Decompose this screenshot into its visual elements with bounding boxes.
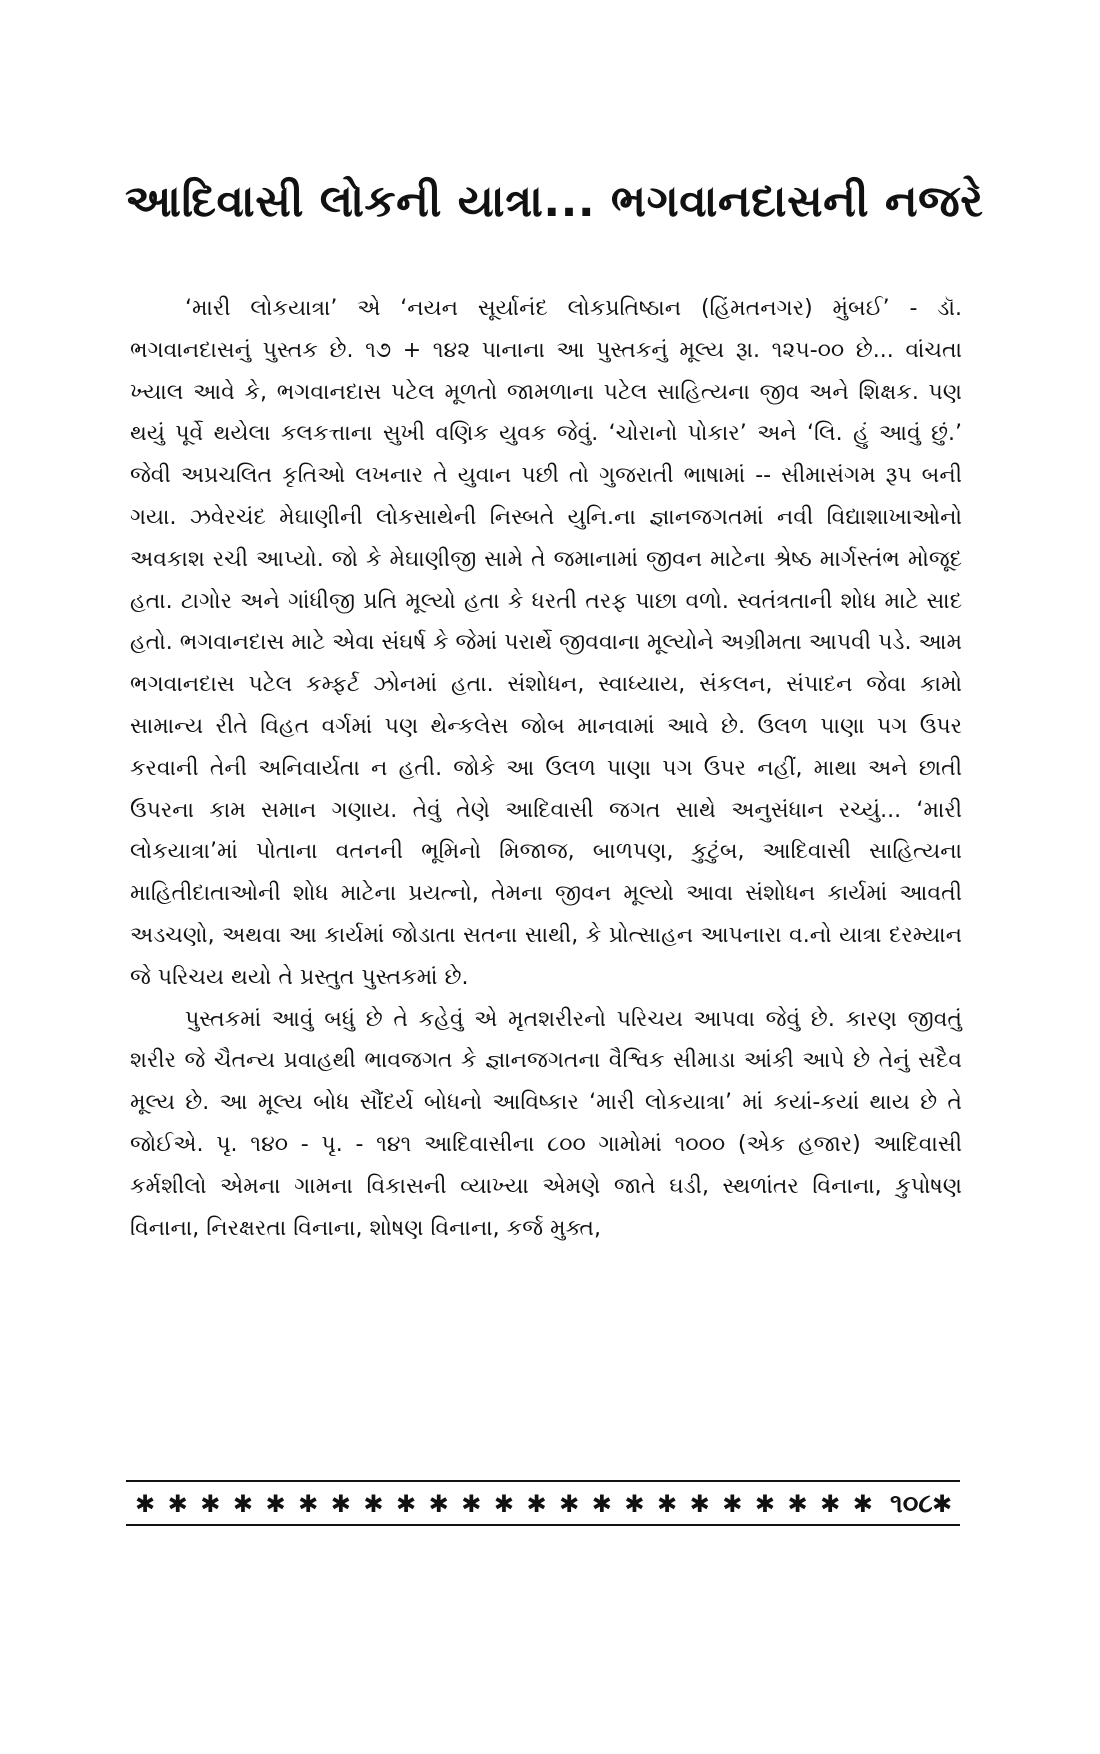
star-icon: ✱ — [722, 1490, 743, 1518]
star-icon: ✱ — [428, 1490, 449, 1518]
footer-rule-top — [126, 1480, 960, 1482]
paragraph-1: ‘મારી લોકયાત્રા’ એ ‘નયન સૂર્યાનંદ લોકપ્રતિષ્ઠાન (હિંમતનગર) મુંબઈ’ - ડૉ. ભગવાનદાસનું પુસ્તક છે. ૧૭ + ૧૪૨ પાનાના આ પુસ્તકનું મૂલ્ય રૂા. ૧૨૫-૦૦ છે... વાંચતા ખ્યાલ આવે કે, ભગવાનદાસ પટેલ મૂળતો જામળાના પટેલ સાહિત્યના જીવ અને શિક્ષક. પણ થયું પૂર્વે થયેલા કલકત્તાના સુખી વણિક યુવક જેવું. ‘ચોરાનો પોકાર’ અને ‘લિ. હું આવું છું.’ જેવી અપ્રચલિત કૃતિઓ લખનાર તે યુવાન પછી તો ગુજરાતી ભાષામાં -- સીમાસંગમ રૂપ બની ગયા. ઝવેરચંદ મેઘાણીની લોકસાથેની નિસ્બતે યુનિ.ના જ્ઞાનજગતમાં નવી વિદ્યાશાખાઓનો અવકાશ રચી આપ્યો. જો કે મેઘાણીજી સામે તે જમાનામાં જીવન માટેના શ્રેષ્ઠ માર્ગસ્તંભ મોજૂદ હતા. ટાગોર અને ગાંધીજી પ્રતિ મૂલ્યો હતા કે ધરતી તરફ પાછા વળો. સ્વતંત્રતાની શોધ માટે સાદ હતો. ભગવાનદાસ માટે એવા સંઘર્ષ કે જેમાં પરાર્થે જીવવાના મૂલ્યોને અગ્રીમતા આપવી પડે. આમ ભગવાનદાસ પટેલ કમ્ફર્ટ ઝોનમાં હતા. સંશોધન, સ્વાધ્યાય, સંકલન, સંપાદન જેવા કામો સામાન્ય રીતે વિહત વર્ગમાં પણ થેન્કલેસ જોબ માનવામાં આવે છે. ઉલળ પાણા પગ ઉપર કરવાની તેની અનિવાર્યતા ન હતી. જોકે આ ઉલળ પાણા પગ ઉપર નહીં, માથા અને છાતી ઉપરના કામ સમાન ગણાય. તેવું તેણે આદિવાસી જગત સાથે અનુસંધાન રચ્યું... ‘મારી લોકયાત્રા’માં પોતાના વતનની ભૂમિનો મિજાજ, બાળપણ, કુટુંબ, આદિવાસી સાહિત્યના માહિતીદાતાઓની શોધ માટેના પ્રયત્નો, તેમના જીવન મૂલ્યો આવા સંશોધન કાર્યમાં આવતી અડચણો, અથવા આ કાર્યમાં જોડાતા સતના સાથી, કે પ્રોત્સાહન આપનારા વ.નો યાત્રા દરમ્યાન જે પરિચય થયો તે પ્રસ્તુત પુસ્તકમાં છે. — [130, 296, 962, 990]
footer-rule-bottom — [126, 1524, 960, 1526]
star-icon: ✱ — [559, 1490, 580, 1518]
article-body — [130, 288, 962, 1249]
star-icon: ✱ — [852, 1490, 873, 1518]
star-icon: ✱ — [754, 1490, 775, 1518]
page-number: ૧૦૮ — [890, 1489, 933, 1519]
star-icon: ✱ — [526, 1490, 547, 1518]
star-icon: ✱ — [820, 1490, 841, 1518]
star-icon: ✱ — [200, 1490, 221, 1518]
star-icon: ✱ — [493, 1490, 514, 1518]
paragraph-2: પુસ્તકમાં આવું બધું છે તે કહેવું એ મૃતશરીરનો પરિચય આપવા જેવું છે. કારણ જીવતું શરીર જે ચૈતન્ય પ્રવાહથી ભાવજગત કે જ્ઞાનજગતના વૈશ્વિક સીમાડા આંકી આપે છે તેનું સદૈવ મૂલ્ય છે. આ મૂલ્ય બોધ સૌંદર્ય બોધનો આવિષ્કાર ‘મારી લોકયાત્રા’ માં કયાં-કયાં થાય છે તે જોઈએ. પૃ. ૧૪૦ - પૃ. - ૧૪૧ આદિવાસીના ૮૦૦ ગામોમાં ૧૦૦૦ (એક હજાર) આદિવાસી કર્મશીલો એમના ગામના વિકાસની વ્યાખ્યા એમણે જાતે ઘડી, સ્થળાંતર વિનાના, કુપોષણ વિનાના, નિરક્ષરતા વિનાના, શોષણ વિનાના, કર્જ મુક્ત, — [130, 1006, 962, 1241]
star-icon: ✱ — [461, 1490, 482, 1518]
page-title: આદિવાસી લોકની યાત્રા... ભગવાનદાસની નજરે — [125, 176, 984, 227]
star-icon: ✱ — [932, 1490, 953, 1518]
star-icon: ✱ — [298, 1490, 319, 1518]
star-icon: ✱ — [134, 1490, 156, 1518]
star-icon: ✱ — [167, 1490, 188, 1518]
star-icon: ✱ — [395, 1490, 417, 1518]
star-icon: ✱ — [656, 1490, 678, 1518]
star-icon: ✱ — [363, 1490, 384, 1518]
star-icon: ✱ — [591, 1490, 612, 1518]
star-icon: ✱ — [232, 1490, 253, 1518]
footer-star-row — [134, 1484, 874, 1524]
star-icon: ✱ — [689, 1490, 710, 1518]
page-footer — [126, 1480, 960, 1542]
star-icon: ✱ — [787, 1490, 808, 1518]
star-icon: ✱ — [624, 1490, 645, 1518]
star-icon: ✱ — [330, 1490, 351, 1518]
star-icon: ✱ — [265, 1490, 286, 1518]
